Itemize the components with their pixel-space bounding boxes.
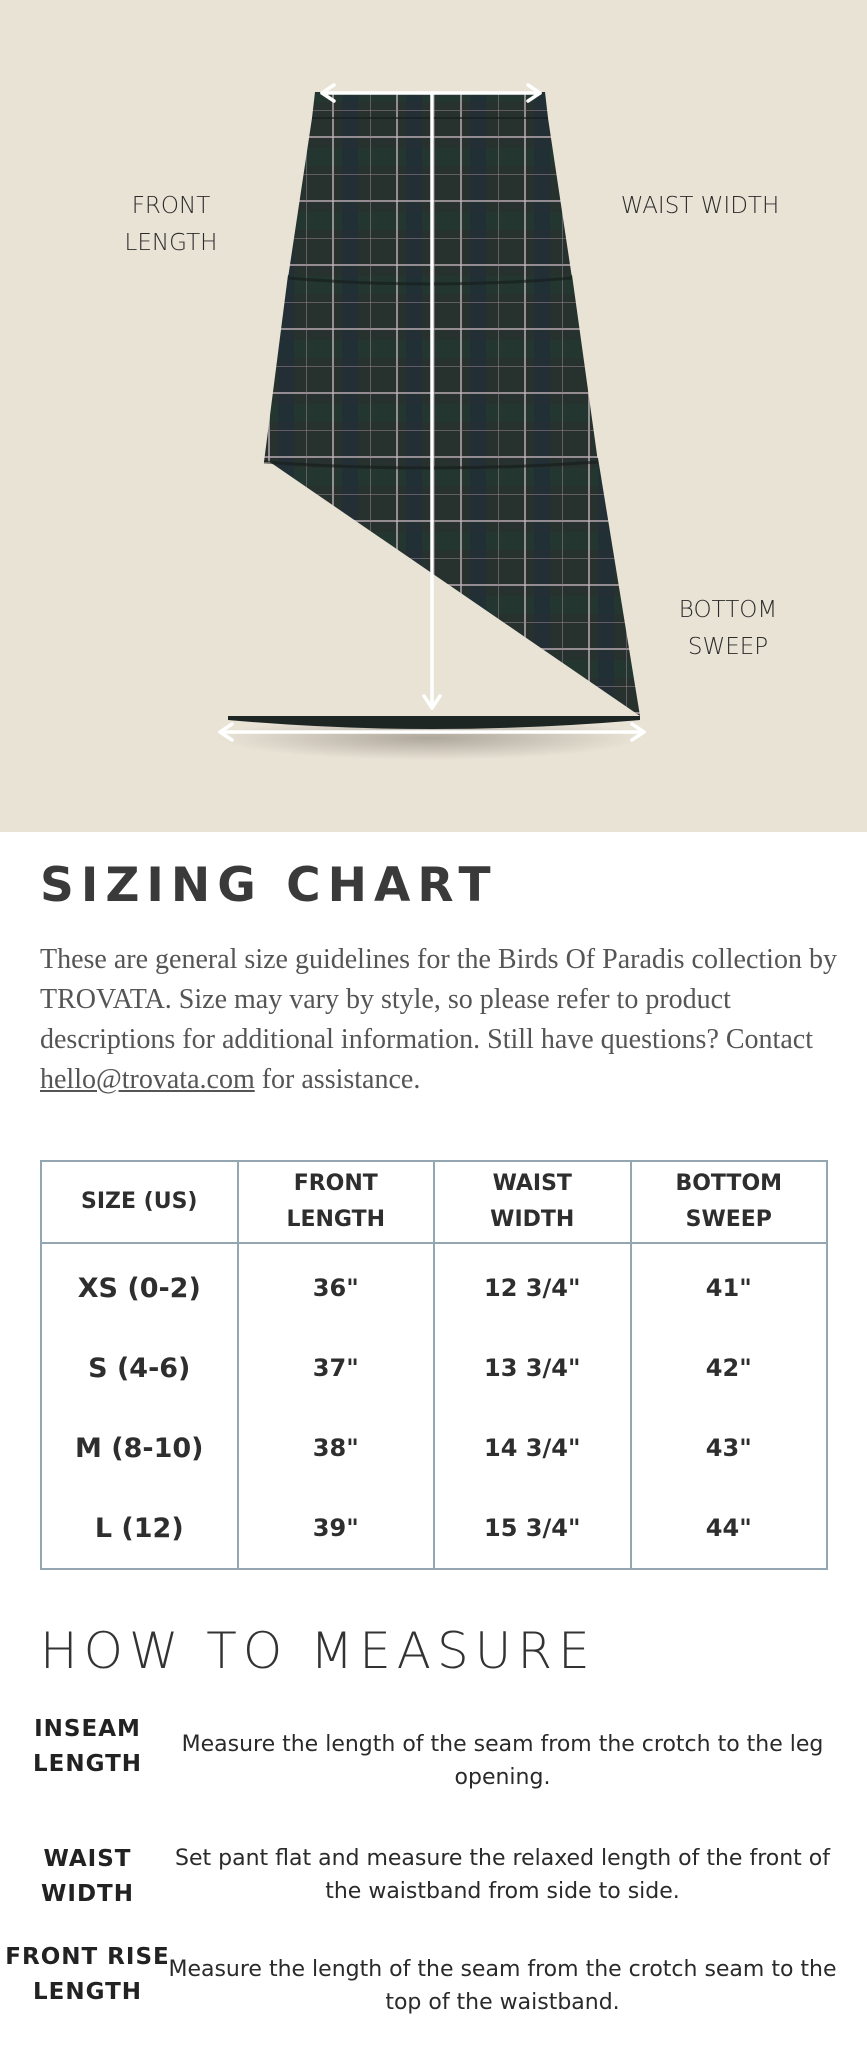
waist-width-label: WAIST WIDTH	[620, 193, 780, 219]
table-row	[41, 1328, 827, 1408]
header-size: SIZE (US)	[41, 1161, 238, 1243]
front-length-cell: 39"	[238, 1488, 435, 1569]
waist-width-cell: 12 3/4"	[434, 1243, 631, 1328]
front-length-cell: 37"	[238, 1328, 435, 1408]
waist-width-cell: 15 3/4"	[434, 1488, 631, 1569]
header-bottom-sweep: BOTTOM SWEEP	[631, 1161, 828, 1243]
size-cell: M (8-10)	[41, 1408, 238, 1488]
intro-text: These are general size guidelines for the Birds Of Paradis collection by TROVATA. Size may vary by style, so please refer to product descriptions for additional information. Still have questions? Contact	[40, 944, 837, 1055]
size-cell: L (12)	[41, 1488, 238, 1569]
product-image	[0, 0, 867, 832]
front-length-cell: 38"	[238, 1408, 435, 1488]
front-length-label: FRONT LENGTH	[124, 193, 218, 256]
table-row	[41, 1488, 827, 1569]
contact-email-link[interactable]: hello@trovata.com	[40, 1064, 255, 1095]
bottom-sweep-cell: 41"	[631, 1243, 828, 1328]
bottom-sweep-cell: 43"	[631, 1408, 828, 1488]
waist-width-cell: 14 3/4"	[434, 1408, 631, 1488]
front-length-cell: 36"	[238, 1243, 435, 1328]
header-waist-width: WAIST WIDTH	[434, 1161, 631, 1243]
sizing-intro-text	[40, 940, 840, 1100]
header-front-length: FRONT LENGTH	[238, 1161, 435, 1243]
bottom-sweep-cell: 44"	[631, 1488, 828, 1569]
measure-term-inseam: INSEAM LENGTH	[32, 1716, 143, 1777]
table-header-row	[41, 1161, 827, 1243]
measure-desc-front-rise: Measure the length of the seam from the crotch seam to the top of the waistband.	[168, 1957, 837, 2015]
size-cell: XS (0-2)	[41, 1243, 238, 1328]
table-row	[41, 1408, 827, 1488]
bottom-sweep-label: BOTTOM SWEEP	[678, 597, 778, 660]
measure-term-waist: WAIST WIDTH	[41, 1846, 134, 1907]
bottom-sweep-cell: 42"	[631, 1328, 828, 1408]
size-table	[40, 1160, 828, 1570]
waist-width-cell: 13 3/4"	[434, 1328, 631, 1408]
skirt-illustration	[0, 0, 867, 832]
how-to-measure-title: HOW TO MEASURE	[40, 1622, 596, 1680]
measure-term-front-rise: FRONT RISE LENGTH	[5, 1944, 170, 2005]
size-cell: S (4-6)	[41, 1328, 238, 1408]
measure-desc-inseam: Measure the length of the seam from the crotch to the leg opening.	[181, 1732, 824, 1790]
intro-tail: for assistance.	[254, 1064, 421, 1095]
table-row	[41, 1243, 827, 1328]
measure-desc-waist: Set pant flat and measure the relaxed length of the front of the waistband from side to side.	[175, 1846, 830, 1904]
sizing-chart-title: SIZING CHART	[40, 858, 498, 913]
